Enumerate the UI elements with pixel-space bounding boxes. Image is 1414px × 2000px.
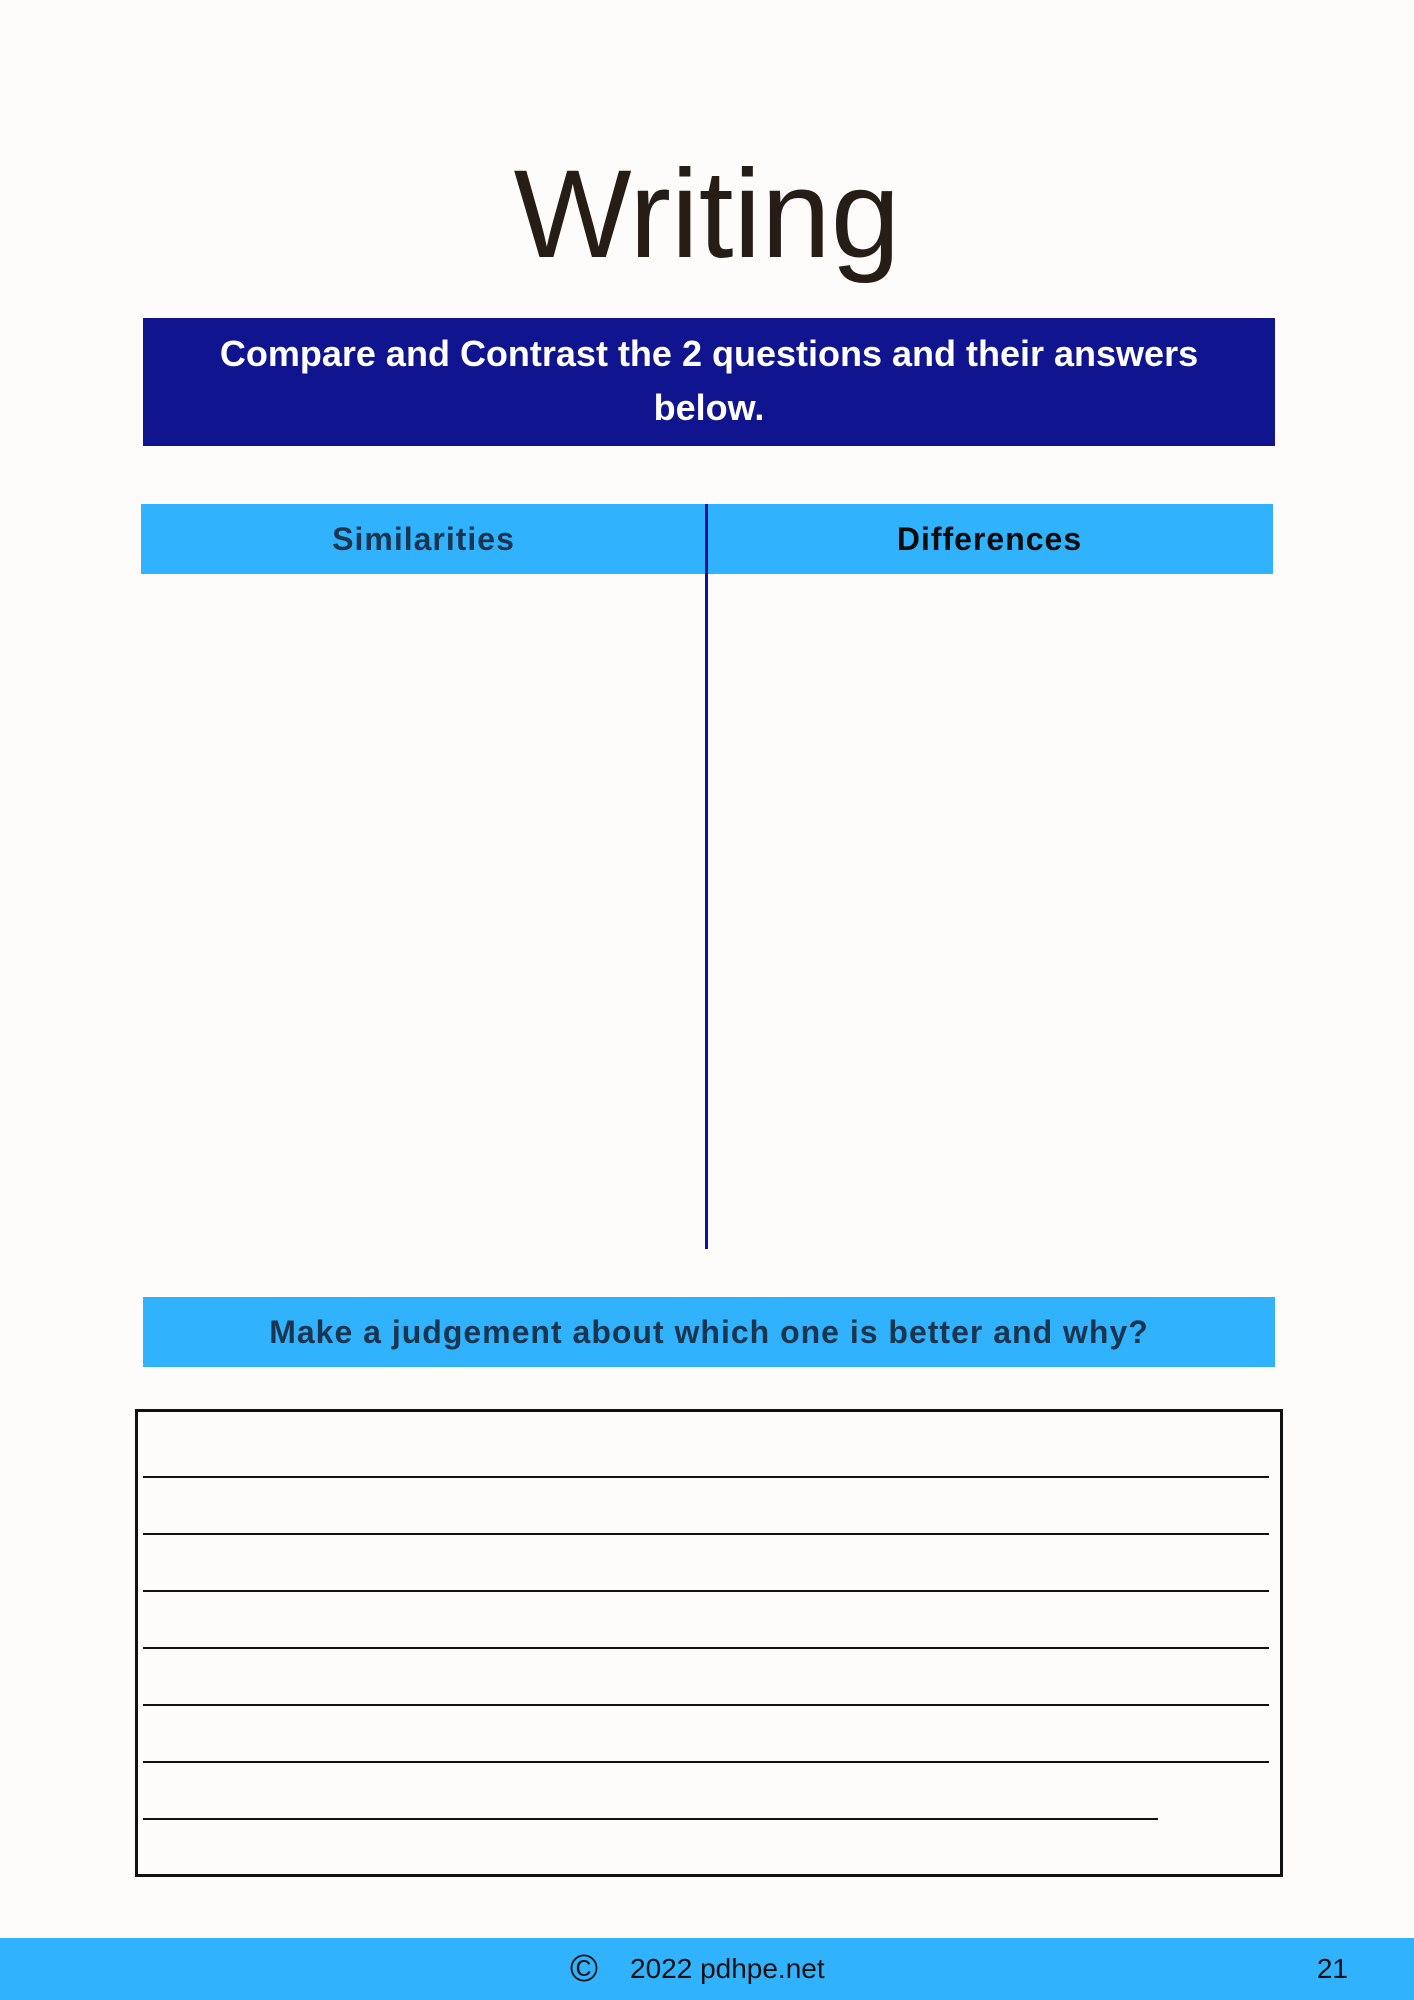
writing-line[interactable] <box>143 1647 1269 1649</box>
column-divider <box>705 504 708 1249</box>
differences-header: Differences <box>896 521 1083 557</box>
writing-line[interactable] <box>143 1533 1269 1535</box>
footer <box>0 1938 1414 2000</box>
writing-line[interactable] <box>143 1818 1158 1820</box>
writing-line[interactable] <box>143 1590 1269 1592</box>
copyright-icon: © <box>570 1948 598 1990</box>
page-number: 21 <box>1316 1953 1348 1984</box>
writing-line[interactable] <box>143 1761 1269 1763</box>
answer-box[interactable] <box>135 1409 1283 1877</box>
judgement-prompt: Make a judgement about which one is better and why? <box>143 1297 1275 1367</box>
writing-line[interactable] <box>143 1476 1269 1478</box>
writing-line[interactable] <box>143 1704 1269 1706</box>
footer-copyright-text: 2022 pdhpe.net <box>630 1953 825 1984</box>
page-title: Writing <box>513 145 901 284</box>
similarities-header: Similarities <box>332 521 515 557</box>
instruction-banner: Compare and Contrast the 2 questions and their answers below. <box>143 318 1275 446</box>
